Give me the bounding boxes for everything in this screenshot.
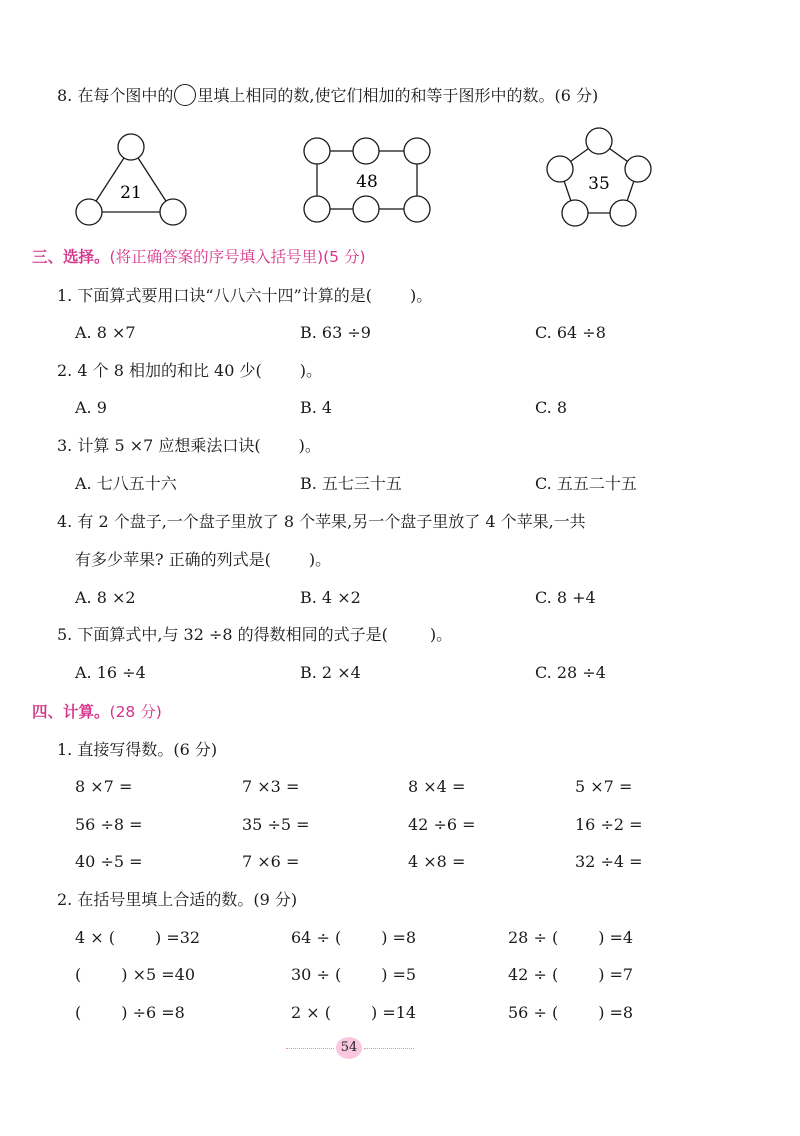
s3-q5-option-a: A. 16 ÷4 [75,663,146,682]
s3-q1-option-a: A. 8 ×7 [75,323,136,342]
calc-item[interactable]: 4 ×8 = [408,852,466,871]
calc-item[interactable]: 8 ×4 = [408,777,466,796]
s3-q1-stem: 1. 下面算式要用口诀“八八六十四”计算的是( )。 [57,286,433,305]
rectangle-figure [304,138,430,222]
calc-item[interactable]: 42 ÷6 = [408,815,476,834]
pent-circle-br[interactable] [610,200,636,226]
s3-q4-option-c: C. 8 +4 [535,588,596,607]
s3-q2-stem: 2. 4 个 8 相加的和比 40 少( )。 [57,361,322,380]
s3-q1-option-c: C. 64 ÷8 [535,323,606,342]
section4-title: 四、计算。 [32,703,110,721]
rect-circle-br[interactable] [404,196,430,222]
triangle-circle-top[interactable] [118,134,144,160]
fill-item: 56 ÷ ( ) =8 [508,1003,634,1022]
rect-circle-bl[interactable] [304,196,330,222]
q8-text-a: 8. 在每个图中的 [57,86,174,105]
s3-q4-option-a: A. 8 ×2 [75,588,136,607]
calc-item[interactable]: 32 ÷4 = [575,852,643,871]
calc-item[interactable]: 7 ×3 = [242,777,300,796]
s3-q2-option-a: A. 9 [75,398,107,417]
section4-note: (28 分) [109,703,162,721]
section4-header [32,701,162,723]
rectangle-value: 48 [356,172,378,192]
fill-item: ( ) ÷6 =8 [75,1003,185,1022]
rect-circle-tr[interactable] [404,138,430,164]
fill-item: 2 × ( ) =14 [291,1003,417,1022]
calc-item[interactable]: 16 ÷2 = [575,815,643,834]
s3-q3-option-b: B. 五七三十五 [300,474,402,493]
fill-item: 64 ÷ ( ) =8 [291,928,417,947]
s3-q4-stem-line1: 4. 有 2 个盘子,一个盘子里放了 8 个苹果,另一个盘子里放了 4 个苹果,一共 [57,512,586,531]
rect-circle-bm[interactable] [353,196,379,222]
calc-item[interactable]: 7 ×6 = [242,852,300,871]
calc-item[interactable]: 56 ÷8 = [75,815,143,834]
q8-text-b: 里填上相同的数,使它们相加的和等于图形中的数。(6 分) [197,86,599,105]
pentagon-figure [547,128,651,226]
calc-item[interactable]: 35 ÷5 = [242,815,310,834]
s3-q3-stem: 3. 计算 5 ×7 应想乘法口诀( )。 [57,436,321,455]
rect-circle-tm[interactable] [353,138,379,164]
fill-item: 4 × ( ) =32 [75,928,201,947]
pentagon-value: 35 [588,174,610,194]
pent-circle-right[interactable] [625,156,651,182]
calc-item[interactable]: 8 ×7 = [75,777,133,796]
footer-dotted-rule-left [286,1048,334,1049]
s3-q5-option-b: B. 2 ×4 [300,663,361,682]
s3-q3-option-c: C. 五五二十五 [535,474,637,493]
s3-q2-option-b: B. 4 [300,398,333,417]
pent-circle-bl[interactable] [562,200,588,226]
fill-item: 28 ÷ ( ) =4 [508,928,634,947]
page-number: 54 [336,1037,362,1059]
pent-circle-top[interactable] [586,128,612,154]
section3-note: (将正确答案的序号填入括号里)(5 分) [109,248,366,266]
s3-q5-stem: 5. 下面算式中,与 32 ÷8 的得数相同的式子是( )。 [57,625,453,644]
calc-item[interactable]: 5 ×7 = [575,777,633,796]
fill-item: 30 ÷ ( ) =5 [291,965,417,984]
q8-figures [0,0,800,240]
rect-circle-tl[interactable] [304,138,330,164]
section3-header [32,246,366,268]
triangle-circle-right[interactable] [160,199,186,225]
s3-q4-stem-line2: 有多少苹果? 正确的列式是( )。 [75,550,332,569]
calc-item[interactable]: 40 ÷5 = [75,852,143,871]
triangle-circle-left[interactable] [76,199,102,225]
footer-dotted-rule-right [364,1048,414,1049]
s3-q4-option-b: B. 4 ×2 [300,588,361,607]
s3-q5-option-c: C. 28 ÷4 [535,663,606,682]
s3-q3-option-a: A. 七八五十六 [75,474,177,493]
s4-p1-title: 1. 直接写得数。(6 分) [57,740,218,759]
s4-p2-title: 2. 在括号里填上合适的数。(9 分) [57,890,298,909]
pent-circle-left[interactable] [547,156,573,182]
fill-item: ( ) ×5 =40 [75,965,196,984]
s3-q1-option-b: B. 63 ÷9 [300,323,371,342]
section3-title: 三、选择。 [32,248,110,266]
triangle-value: 21 [120,183,142,203]
triangle-figure [76,134,186,225]
fill-item: 42 ÷ ( ) =7 [508,965,634,984]
s3-q2-option-c: C. 8 [535,398,568,417]
